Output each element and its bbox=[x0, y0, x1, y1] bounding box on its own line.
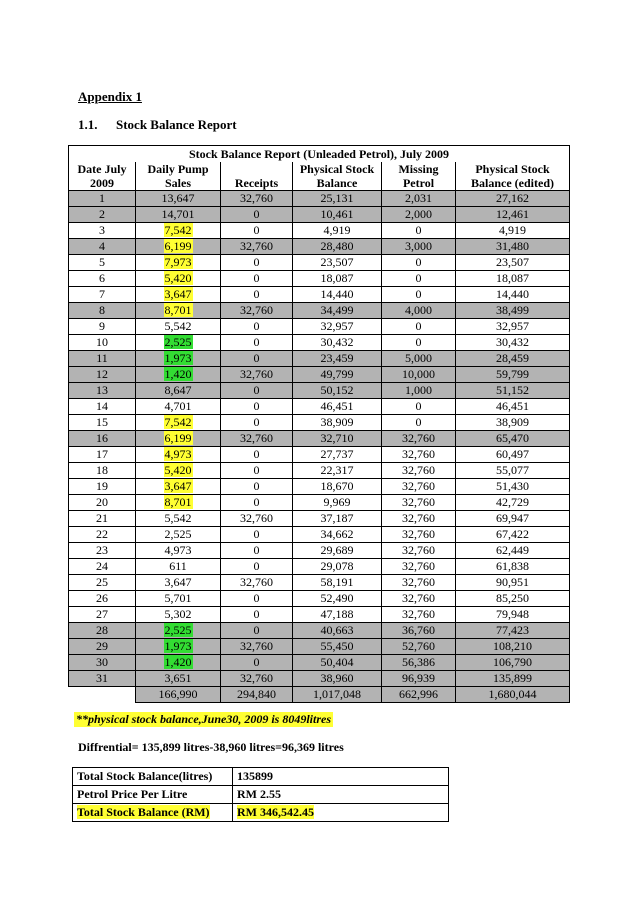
cell-receipts: 32,760 bbox=[221, 191, 293, 207]
summary-table bbox=[72, 767, 449, 822]
cell-edited: 27,162 bbox=[456, 191, 570, 207]
cell-day: 14 bbox=[69, 399, 136, 415]
cell-sales: 2,525 bbox=[136, 527, 221, 543]
cell-edited: 106,790 bbox=[456, 655, 570, 671]
cell-receipts: 0 bbox=[221, 399, 293, 415]
differential-text: Diffrential= 135,899 litres-38,960 litres=96,369 litres bbox=[78, 740, 344, 754]
cell-receipts: 0 bbox=[221, 383, 293, 399]
cell-edited: 55,077 bbox=[456, 463, 570, 479]
summary-label-text: Petrol Price Per Litre bbox=[77, 787, 188, 801]
cell-edited: 42,729 bbox=[456, 495, 570, 511]
cell-missing: 0 bbox=[382, 399, 456, 415]
header-balance-line2: Balance bbox=[293, 176, 382, 191]
highlighted-sales-value: 5,420 bbox=[164, 271, 192, 285]
stock-note: **physical stock balance,June30, 2009 is 8049litres bbox=[76, 712, 331, 726]
cell-day: 7 bbox=[69, 287, 136, 303]
cell-edited: 46,451 bbox=[456, 399, 570, 415]
cell-balance: 32,710 bbox=[293, 431, 382, 447]
cell-receipts: 0 bbox=[221, 655, 293, 671]
highlighted-sales-value: 3,647 bbox=[164, 479, 192, 493]
cell-missing: 32,760 bbox=[382, 447, 456, 463]
cell-day: 13 bbox=[69, 383, 136, 399]
table-row bbox=[69, 383, 570, 399]
cell-receipts: 0 bbox=[221, 207, 293, 223]
table-row bbox=[69, 207, 570, 223]
cell-receipts: 32,760 bbox=[221, 367, 293, 383]
cell-day: 20 bbox=[69, 495, 136, 511]
cell-balance: 58,191 bbox=[293, 575, 382, 591]
cell-balance: 18,087 bbox=[293, 271, 382, 287]
highlighted-sales-value: 1,973 bbox=[164, 351, 192, 365]
cell-sales bbox=[136, 623, 221, 639]
highlighted-sales-value: 5,420 bbox=[164, 463, 192, 477]
cell-edited: 69,947 bbox=[456, 511, 570, 527]
table-row bbox=[69, 607, 570, 623]
cell-edited: 51,152 bbox=[456, 383, 570, 399]
cell-receipts: 0 bbox=[221, 319, 293, 335]
cell-balance: 46,451 bbox=[293, 399, 382, 415]
cell-edited: 51,430 bbox=[456, 479, 570, 495]
cell-missing: 5,000 bbox=[382, 351, 456, 367]
table-row bbox=[69, 447, 570, 463]
cell-sales bbox=[136, 639, 221, 655]
cell-sales bbox=[136, 351, 221, 367]
header-edited-line2: Balance (edited) bbox=[456, 176, 570, 191]
cell-balance: 40,663 bbox=[293, 623, 382, 639]
cell-missing: 4,000 bbox=[382, 303, 456, 319]
summary-value-text: 135899 bbox=[237, 769, 273, 783]
cell-sales: 5,701 bbox=[136, 591, 221, 607]
cell-balance: 25,131 bbox=[293, 191, 382, 207]
table-row bbox=[69, 559, 570, 575]
table-row bbox=[69, 511, 570, 527]
cell-edited: 61,838 bbox=[456, 559, 570, 575]
cell-missing: 1,000 bbox=[382, 383, 456, 399]
cell-edited: 28,459 bbox=[456, 351, 570, 367]
cell-day: 2 bbox=[69, 207, 136, 223]
cell-edited: 12,461 bbox=[456, 207, 570, 223]
table-row bbox=[69, 591, 570, 607]
cell-receipts: 0 bbox=[221, 351, 293, 367]
cell-edited: 38,499 bbox=[456, 303, 570, 319]
total-receipts: 294,840 bbox=[221, 687, 293, 703]
cell-day: 4 bbox=[69, 239, 136, 255]
cell-missing: 32,760 bbox=[382, 479, 456, 495]
cell-missing: 10,000 bbox=[382, 367, 456, 383]
summary-label bbox=[73, 786, 233, 804]
table-row bbox=[69, 431, 570, 447]
cell-sales bbox=[136, 479, 221, 495]
cell-sales: 3,647 bbox=[136, 575, 221, 591]
table-row bbox=[69, 495, 570, 511]
cell-sales bbox=[136, 303, 221, 319]
stock-balance-table bbox=[68, 145, 570, 703]
section-title: Stock Balance Report bbox=[116, 117, 237, 132]
cell-day: 28 bbox=[69, 623, 136, 639]
cell-edited: 90,951 bbox=[456, 575, 570, 591]
cell-balance: 50,152 bbox=[293, 383, 382, 399]
table-title: Stock Balance Report (Unleaded Petrol), July 2009 bbox=[69, 146, 570, 163]
cell-receipts: 32,760 bbox=[221, 511, 293, 527]
total-sales: 166,990 bbox=[136, 687, 221, 703]
table-row bbox=[69, 415, 570, 431]
summary-value-text: RM 346,542.45 bbox=[237, 805, 314, 819]
cell-missing: 0 bbox=[382, 271, 456, 287]
cell-sales bbox=[136, 655, 221, 671]
cell-day: 25 bbox=[69, 575, 136, 591]
cell-missing: 36,760 bbox=[382, 623, 456, 639]
cell-edited: 23,507 bbox=[456, 255, 570, 271]
total-balance: 1,017,048 bbox=[293, 687, 382, 703]
table-row bbox=[69, 255, 570, 271]
cell-day: 9 bbox=[69, 319, 136, 335]
cell-balance: 52,490 bbox=[293, 591, 382, 607]
cell-day: 11 bbox=[69, 351, 136, 367]
table-row bbox=[69, 351, 570, 367]
cell-missing: 32,760 bbox=[382, 591, 456, 607]
table-row bbox=[69, 463, 570, 479]
cell-balance: 55,450 bbox=[293, 639, 382, 655]
cell-edited: 4,919 bbox=[456, 223, 570, 239]
cell-receipts: 32,760 bbox=[221, 671, 293, 687]
cell-receipts: 0 bbox=[221, 447, 293, 463]
cell-missing: 2,031 bbox=[382, 191, 456, 207]
cell-sales bbox=[136, 447, 221, 463]
header-date-line2: 2009 bbox=[69, 176, 136, 191]
stock-balance-table-body bbox=[69, 146, 570, 703]
cell-day: 17 bbox=[69, 447, 136, 463]
summary-value bbox=[233, 768, 449, 786]
cell-missing: 32,760 bbox=[382, 559, 456, 575]
table-row bbox=[69, 623, 570, 639]
cell-missing: 32,760 bbox=[382, 543, 456, 559]
summary-value-text: RM 2.55 bbox=[237, 787, 281, 801]
header-edited-line1: Physical Stock bbox=[456, 162, 570, 176]
cell-balance: 9,969 bbox=[293, 495, 382, 511]
cell-sales: 4,973 bbox=[136, 543, 221, 559]
cell-day: 30 bbox=[69, 655, 136, 671]
cell-sales: 611 bbox=[136, 559, 221, 575]
cell-day: 1 bbox=[69, 191, 136, 207]
totals-blank-cell bbox=[69, 687, 136, 703]
cell-edited: 65,470 bbox=[456, 431, 570, 447]
highlighted-sales-value: 7,973 bbox=[164, 255, 192, 269]
highlighted-sales-value: 8,701 bbox=[164, 303, 192, 317]
summary-row bbox=[73, 804, 449, 822]
cell-edited: 67,422 bbox=[456, 527, 570, 543]
summary-row bbox=[73, 786, 449, 804]
cell-day: 16 bbox=[69, 431, 136, 447]
cell-day: 12 bbox=[69, 367, 136, 383]
highlighted-sales-value: 1,420 bbox=[164, 367, 192, 381]
summary-value bbox=[233, 786, 449, 804]
cell-day: 31 bbox=[69, 671, 136, 687]
cell-edited: 31,480 bbox=[456, 239, 570, 255]
cell-edited: 60,497 bbox=[456, 447, 570, 463]
cell-day: 29 bbox=[69, 639, 136, 655]
summary-label-text: Total Stock Balance (RM) bbox=[77, 805, 210, 819]
cell-day: 3 bbox=[69, 223, 136, 239]
table-row bbox=[69, 575, 570, 591]
table-row bbox=[69, 639, 570, 655]
table-row bbox=[69, 303, 570, 319]
cell-receipts: 0 bbox=[221, 543, 293, 559]
header-receipts-line2: Receipts bbox=[221, 176, 293, 191]
cell-sales bbox=[136, 271, 221, 287]
cell-receipts: 0 bbox=[221, 271, 293, 287]
cell-missing: 0 bbox=[382, 319, 456, 335]
cell-day: 8 bbox=[69, 303, 136, 319]
cell-missing: 0 bbox=[382, 287, 456, 303]
cell-receipts: 0 bbox=[221, 559, 293, 575]
cell-receipts: 0 bbox=[221, 335, 293, 351]
table-row bbox=[69, 367, 570, 383]
cell-balance: 27,737 bbox=[293, 447, 382, 463]
cell-receipts: 32,760 bbox=[221, 303, 293, 319]
highlighted-sales-value: 1,420 bbox=[164, 655, 192, 669]
cell-sales bbox=[136, 463, 221, 479]
table-row bbox=[69, 319, 570, 335]
table-row bbox=[69, 671, 570, 687]
cell-day: 24 bbox=[69, 559, 136, 575]
table-row bbox=[69, 655, 570, 671]
cell-receipts: 0 bbox=[221, 527, 293, 543]
cell-edited: 85,250 bbox=[456, 591, 570, 607]
header-missing-line2: Petrol bbox=[382, 176, 456, 191]
highlighted-sales-value: 2,525 bbox=[164, 623, 192, 637]
header-sales-line2: Sales bbox=[136, 176, 221, 191]
cell-receipts: 0 bbox=[221, 223, 293, 239]
header-receipts-line1 bbox=[221, 162, 293, 176]
table-row bbox=[69, 335, 570, 351]
total-missing: 662,996 bbox=[382, 687, 456, 703]
cell-receipts: 0 bbox=[221, 287, 293, 303]
cell-day: 21 bbox=[69, 511, 136, 527]
summary-value bbox=[233, 804, 449, 822]
cell-balance: 47,188 bbox=[293, 607, 382, 623]
cell-balance: 50,404 bbox=[293, 655, 382, 671]
table-row bbox=[69, 287, 570, 303]
cell-sales: 5,542 bbox=[136, 511, 221, 527]
cell-missing: 32,760 bbox=[382, 607, 456, 623]
cell-balance: 49,799 bbox=[293, 367, 382, 383]
cell-sales bbox=[136, 223, 221, 239]
cell-edited: 38,909 bbox=[456, 415, 570, 431]
cell-balance: 23,459 bbox=[293, 351, 382, 367]
cell-edited: 108,210 bbox=[456, 639, 570, 655]
cell-missing: 3,000 bbox=[382, 239, 456, 255]
cell-receipts: 0 bbox=[221, 415, 293, 431]
cell-balance: 32,957 bbox=[293, 319, 382, 335]
highlighted-sales-value: 8,701 bbox=[164, 495, 192, 509]
cell-missing: 0 bbox=[382, 255, 456, 271]
cell-missing: 32,760 bbox=[382, 575, 456, 591]
totals-row bbox=[69, 687, 570, 703]
cell-missing: 0 bbox=[382, 335, 456, 351]
section-heading bbox=[78, 117, 237, 133]
cell-edited: 18,087 bbox=[456, 271, 570, 287]
table-row bbox=[69, 479, 570, 495]
appendix-title: Appendix 1 bbox=[78, 89, 142, 104]
table-row bbox=[69, 543, 570, 559]
cell-edited: 77,423 bbox=[456, 623, 570, 639]
cell-edited: 62,449 bbox=[456, 543, 570, 559]
cell-receipts: 0 bbox=[221, 607, 293, 623]
header-sales-line1: Daily Pump bbox=[136, 162, 221, 176]
cell-edited: 30,432 bbox=[456, 335, 570, 351]
cell-day: 6 bbox=[69, 271, 136, 287]
cell-receipts: 32,760 bbox=[221, 639, 293, 655]
highlighted-sales-value: 4,973 bbox=[164, 447, 192, 461]
cell-balance: 30,432 bbox=[293, 335, 382, 351]
cell-edited: 59,799 bbox=[456, 367, 570, 383]
cell-day: 15 bbox=[69, 415, 136, 431]
cell-missing: 0 bbox=[382, 223, 456, 239]
cell-missing: 0 bbox=[382, 415, 456, 431]
cell-sales bbox=[136, 431, 221, 447]
summary-label bbox=[73, 804, 233, 822]
cell-sales: 5,302 bbox=[136, 607, 221, 623]
cell-balance: 34,499 bbox=[293, 303, 382, 319]
cell-sales: 3,651 bbox=[136, 671, 221, 687]
highlighted-sales-value: 2,525 bbox=[164, 335, 192, 349]
header-balance-line1: Physical Stock bbox=[293, 162, 382, 176]
section-number: 1.1. bbox=[78, 117, 98, 132]
cell-balance: 38,909 bbox=[293, 415, 382, 431]
cell-missing: 32,760 bbox=[382, 463, 456, 479]
table-row bbox=[69, 239, 570, 255]
cell-receipts: 0 bbox=[221, 463, 293, 479]
summary-label-text: Total Stock Balance(litres) bbox=[77, 769, 213, 783]
cell-missing: 56,386 bbox=[382, 655, 456, 671]
cell-edited: 79,948 bbox=[456, 607, 570, 623]
cell-missing: 32,760 bbox=[382, 495, 456, 511]
cell-edited: 135,899 bbox=[456, 671, 570, 687]
highlighted-sales-value: 1,973 bbox=[164, 639, 192, 653]
cell-day: 10 bbox=[69, 335, 136, 351]
cell-day: 5 bbox=[69, 255, 136, 271]
cell-missing: 32,760 bbox=[382, 527, 456, 543]
cell-balance: 18,670 bbox=[293, 479, 382, 495]
cell-day: 27 bbox=[69, 607, 136, 623]
cell-balance: 22,317 bbox=[293, 463, 382, 479]
cell-missing: 32,760 bbox=[382, 511, 456, 527]
table-row bbox=[69, 527, 570, 543]
cell-missing: 32,760 bbox=[382, 431, 456, 447]
total-edited: 1,680,044 bbox=[456, 687, 570, 703]
cell-day: 18 bbox=[69, 463, 136, 479]
highlighted-sales-value: 3,647 bbox=[164, 287, 192, 301]
highlighted-sales-value: 7,542 bbox=[164, 415, 192, 429]
summary-label bbox=[73, 768, 233, 786]
cell-missing: 2,000 bbox=[382, 207, 456, 223]
cell-balance: 29,689 bbox=[293, 543, 382, 559]
cell-edited: 32,957 bbox=[456, 319, 570, 335]
summary-table-body bbox=[73, 768, 449, 822]
table-row bbox=[69, 399, 570, 415]
header-row-1 bbox=[69, 162, 570, 176]
cell-balance: 34,662 bbox=[293, 527, 382, 543]
cell-day: 19 bbox=[69, 479, 136, 495]
cell-sales bbox=[136, 415, 221, 431]
cell-balance: 37,187 bbox=[293, 511, 382, 527]
cell-balance: 10,461 bbox=[293, 207, 382, 223]
cell-sales bbox=[136, 239, 221, 255]
table-row bbox=[69, 223, 570, 239]
cell-day: 26 bbox=[69, 591, 136, 607]
cell-missing: 96,939 bbox=[382, 671, 456, 687]
cell-balance: 29,078 bbox=[293, 559, 382, 575]
summary-row bbox=[73, 768, 449, 786]
table-row bbox=[69, 191, 570, 207]
table-row bbox=[69, 271, 570, 287]
cell-sales: 13,647 bbox=[136, 191, 221, 207]
cell-sales: 8,647 bbox=[136, 383, 221, 399]
cell-sales bbox=[136, 495, 221, 511]
cell-edited: 14,440 bbox=[456, 287, 570, 303]
cell-receipts: 0 bbox=[221, 591, 293, 607]
cell-balance: 14,440 bbox=[293, 287, 382, 303]
cell-receipts: 0 bbox=[221, 255, 293, 271]
cell-sales bbox=[136, 335, 221, 351]
cell-sales bbox=[136, 287, 221, 303]
cell-receipts: 32,760 bbox=[221, 239, 293, 255]
header-missing-line1: Missing bbox=[382, 162, 456, 176]
highlighted-sales-value: 6,199 bbox=[164, 431, 192, 445]
cell-sales bbox=[136, 367, 221, 383]
header-row-2 bbox=[69, 176, 570, 191]
cell-day: 22 bbox=[69, 527, 136, 543]
cell-day: 23 bbox=[69, 543, 136, 559]
cell-receipts: 32,760 bbox=[221, 575, 293, 591]
cell-balance: 4,919 bbox=[293, 223, 382, 239]
cell-receipts: 32,760 bbox=[221, 431, 293, 447]
cell-sales bbox=[136, 255, 221, 271]
cell-receipts: 0 bbox=[221, 623, 293, 639]
highlighted-sales-value: 6,199 bbox=[164, 239, 192, 253]
header-date-line1: Date July bbox=[69, 162, 136, 176]
cell-balance: 38,960 bbox=[293, 671, 382, 687]
cell-sales: 14,701 bbox=[136, 207, 221, 223]
cell-balance: 23,507 bbox=[293, 255, 382, 271]
highlighted-sales-value: 7,542 bbox=[164, 223, 192, 237]
cell-receipts: 0 bbox=[221, 479, 293, 495]
cell-sales: 4,701 bbox=[136, 399, 221, 415]
cell-missing: 52,760 bbox=[382, 639, 456, 655]
cell-receipts: 0 bbox=[221, 495, 293, 511]
cell-balance: 28,480 bbox=[293, 239, 382, 255]
cell-sales: 5,542 bbox=[136, 319, 221, 335]
